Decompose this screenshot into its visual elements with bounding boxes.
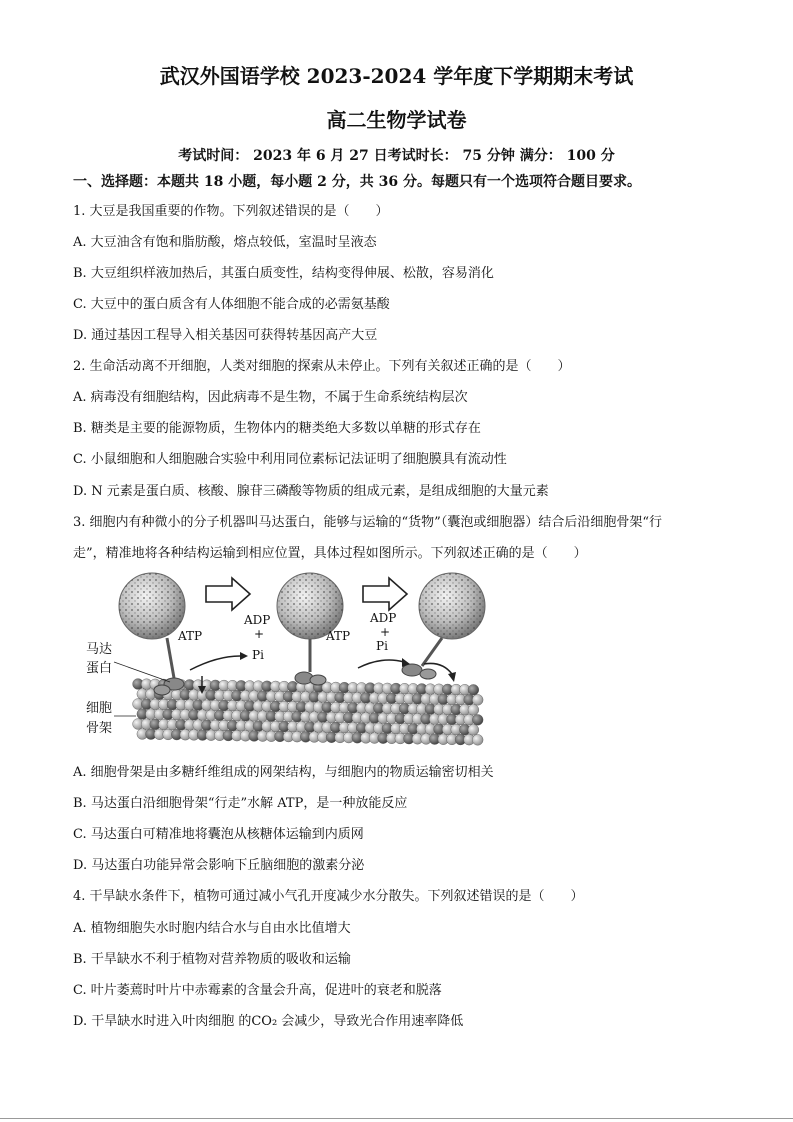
plus-label-2: + [380,625,391,639]
adp-label-1: ADP [244,613,271,627]
question-1-option-c: C. 大豆中的蛋白质含有人体细胞不能合成的必需氨基酸 [73,297,390,312]
filament-bead [472,714,483,725]
filament-bead [468,704,479,715]
question-4-option-d: D. 干旱缺水时进入叶肉细胞 的CO₂ 会减少，导致光合作用速率降低 [73,1014,464,1029]
cytoskeleton-filament [133,679,484,746]
step-arrow-2 [363,578,407,610]
exam-subtitle: 高二生物学试卷 [326,108,467,132]
question-3-option-d: D. 马达蛋白功能异常会影响下丘脑细胞的激素分泌 [73,858,365,873]
cargo-vesicle-1 [119,573,185,695]
question-3-option-b: B. 马达蛋白沿细胞骨架“行走”水解 ATP，是一种放能反应 [73,796,408,811]
question-4-option-c: C. 叶片萎蔫时叶片中赤霉素的含量会升高，促进叶的衰老和脱落 [73,983,442,998]
question-3-stem-line-1: 3. 细胞内有种微小的分子机器叫马达蛋白，能够与运输的“货物”（囊泡或细胞器）结合后沿细胞骨架“行 [73,515,662,530]
filament-bead [472,734,483,745]
pi-label-2: Pi [376,639,388,653]
question-2-option-a: A. 病毒没有细胞结构，因此病毒不是生物，不属于生命系统结构层次 [73,390,468,405]
motor-protein-label-1: 马达 [86,642,113,657]
question-1-option-a: A. 大豆油含有饱和脂肪酸，熔点较低，室温时呈液态 [73,235,377,250]
question-2-stem: 2. 生命活动离不开细胞，人类对细胞的探索从未停止。下列有关叙述正确的是（ ） [73,359,571,374]
plus-label-1: + [254,627,265,641]
step-arrow-1 [206,578,250,610]
question-2-option-c: C. 小鼠细胞和人细胞融合实验中利用同位素标记法证明了细胞膜具有流动性 [73,452,507,467]
atp-label-1: ATP [178,629,203,643]
cargo-vesicle-3 [402,573,485,679]
exam-info: 考试时间： 2023 年 6 月 27 日考试时长： 75 分钟 满分： 100 分 [178,148,615,164]
question-2-option-b: B. 糖类是主要的能源物质，生物体内的糖类绝大多数以单糖的形式存在 [73,421,481,436]
exam-title: 武汉外国语学校 2023-2024 学年度下学期期末考试 [159,64,634,88]
reaction-arrow-1 [190,656,240,670]
question-3-option-c: C. 马达蛋白可精准地将囊泡从核糖体运输到内质网 [73,827,364,842]
filament-bead [472,694,483,705]
question-4-option-b: B. 干旱缺水不利于植物对营养物质的吸收和运输 [73,952,351,967]
question-1-stem: 1. 大豆是我国重要的作物。下列叙述错误的是（ ） [73,204,389,219]
filament-bead [468,724,479,735]
question-2-option-d: D. N 元素是蛋白质、核酸、腺苷三磷酸等物质的组成元素，是组成细胞的大量元素 [73,484,549,499]
reaction-arrow-2 [358,660,404,668]
atp-label-2: ATP [326,629,351,643]
question-4-option-a: A. 植物细胞失水时胞内结合水与自由水比值增大 [73,921,351,936]
question-1-option-b: B. 大豆组织样液加热后，其蛋白质变性，结构变得伸展、松散，容易消化 [73,266,494,281]
motor-protein-figure [82,566,492,751]
cytoskeleton-label-2: 骨架 [86,721,113,736]
question-3-stem-line-2: 走”，精准地将各种结构运输到相应位置，具体过程如图所示。下列叙述正确的是（ ） [73,546,587,561]
question-3-option-a: A. 细胞骨架是由多糖纤维组成的网架结构，与细胞内的物质运输密切相关 [73,765,494,780]
page-bottom-rule [0,1118,793,1119]
pi-label-1: Pi [252,648,264,662]
section-heading: 一、选择题：本题共 18 小题，每小题 2 分，共 36 分。每题只有一个选项符合题目要求。 [73,174,641,190]
filament-bead [468,684,479,695]
question-4-stem: 4. 干旱缺水条件下，植物可通过减小气孔开度减少水分散失。下列叙述错误的是（ ） [73,889,584,904]
motor-protein-label-2: 蛋白 [86,661,113,676]
cytoskeleton-label-1: 细胞 [86,701,113,716]
adp-label-2: ADP [370,611,397,625]
question-1-option-d: D. 通过基因工程导入相关基因可获得转基因高产大豆 [73,328,378,343]
